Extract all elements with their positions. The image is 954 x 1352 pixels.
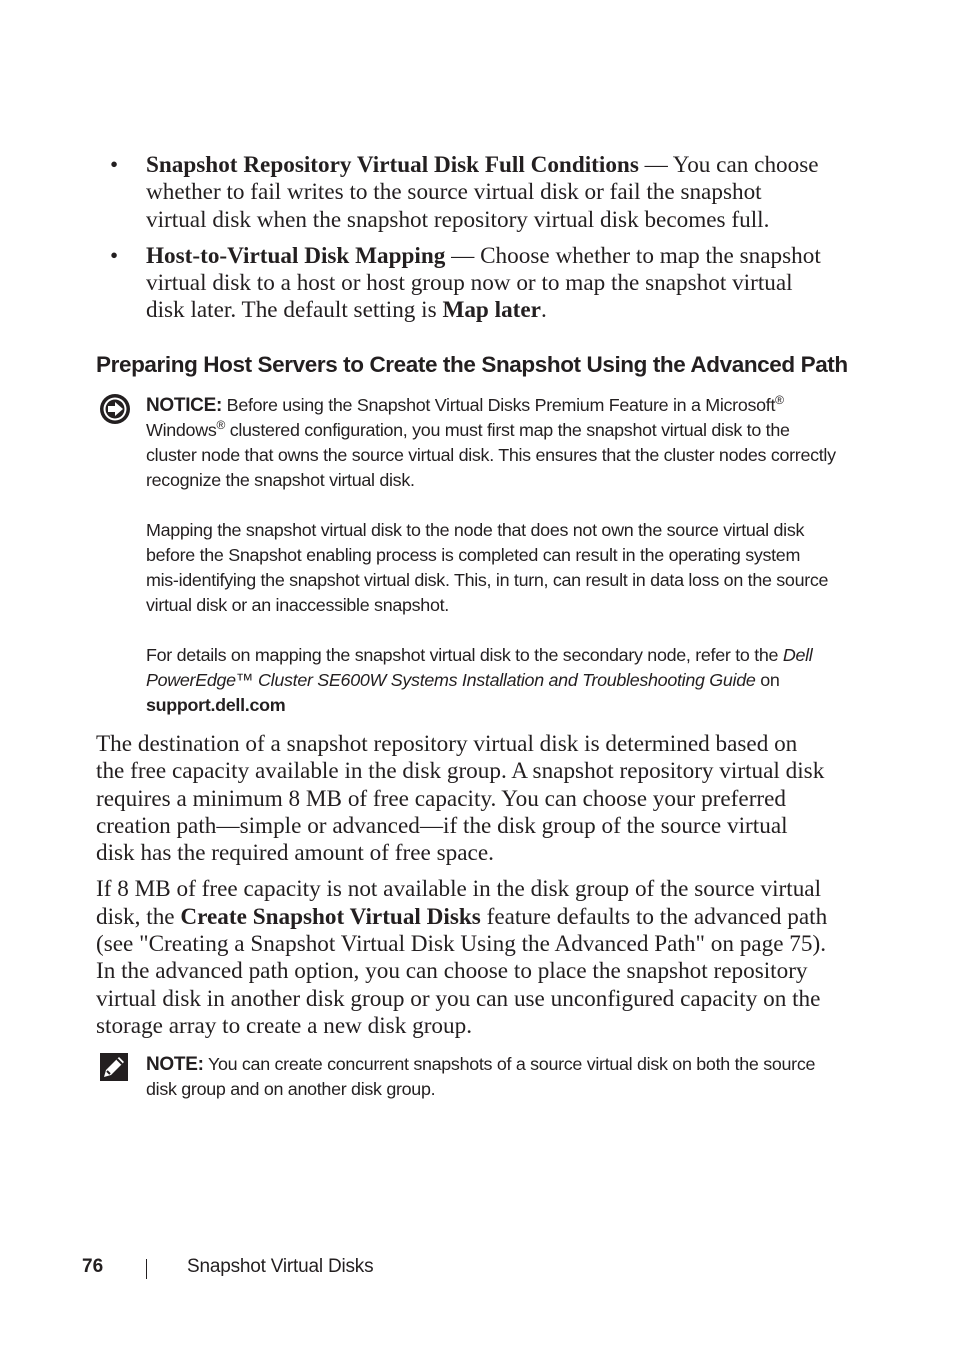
footer-divider xyxy=(146,1259,147,1279)
body-text xyxy=(96,731,831,1049)
notice-paragraph xyxy=(146,643,836,718)
bullet-marker: • xyxy=(110,242,119,269)
registered-mark: ® xyxy=(775,393,784,408)
notice-text-part: Windows xyxy=(146,420,217,440)
body-paragraph: The destination of a snapshot repository virtual disk is determined based on the free capacity available in the disk group. A snapshot repository virtual disk requires a minimum 8 MB of free capacity. You can choose your preferred creation path—simple or advanced—if the disk group of the source virtual disk has the required amount of free space. xyxy=(96,731,825,867)
notice-text-part: on xyxy=(755,670,780,690)
list-item xyxy=(96,243,826,325)
notice-paragraph xyxy=(146,393,836,493)
list-item xyxy=(96,152,826,234)
note-label: NOTE: xyxy=(146,1054,204,1075)
bullet-marker: • xyxy=(110,152,119,178)
bullet-text: — Choose whether to map the snapshot virtual disk to a host or host group now or to map the snapshot virtual disk later. The default setting is xyxy=(146,242,821,324)
bullet-text: — You can choose whether to fail writes to the source virtual disk or fail the snapshot virtual disk when the snapshot repository virtual disk becomes full. xyxy=(146,152,819,233)
note-text-part: You can create concurrent snapshots of a source virtual disk on both the source disk group and on another disk group. xyxy=(146,1054,816,1099)
note-pencil-icon xyxy=(99,1052,129,1082)
notice-text xyxy=(146,393,836,718)
section-heading: Preparing Host Servers to Create the Snapshot Using the Advanced Path xyxy=(96,352,848,377)
guide-title: Dell PowerEdge™ Cluster SE600W Systems Installation and Troubleshooting Guide xyxy=(146,645,813,690)
notice-text-part: For details on mapping the snapshot virtual disk to the secondary node, refer to the xyxy=(146,645,783,665)
bullet-term: Snapshot Repository Virtual Disk Full Conditions xyxy=(146,152,639,178)
registered-mark: ® xyxy=(216,418,226,433)
note-text xyxy=(146,1052,836,1102)
support-link: support.dell.com xyxy=(146,695,286,715)
footer-section-title: Snapshot Virtual Disks xyxy=(187,1256,374,1277)
feature-name: Create Snapshot Virtual Disks xyxy=(180,903,481,930)
default-setting: Map later xyxy=(442,297,541,324)
body-text-part: If 8 MB of free capacity is not available in the disk group of the source virtual disk, the xyxy=(96,876,822,930)
notice-paragraph: Mapping the snapshot virtual disk to the node that does not own the source virtual disk before the Snapshot enabling process is completed can result in the operating system mis-identifying the snapshot virtual disk. This, in turn, can result in data loss on the source virtual disk or an inaccessible snapshot. xyxy=(146,520,829,615)
notice-label: NOTICE: xyxy=(146,395,223,416)
note-paragraph xyxy=(146,1052,836,1102)
body-text-part: feature defaults to the advanced path (see "Creating a Snapshot Virtual Disk Using the Advanced Path" on page 75). In the advanced path option, you can choose to place the snapshot repository virtual disk in another disk group or you can use unconfigured capacity on the storage array to create a new disk group. xyxy=(96,903,828,1039)
bullet-term: Host-to-Virtual Disk Mapping xyxy=(146,242,446,269)
bullet-list xyxy=(96,152,826,334)
body-paragraph xyxy=(96,876,831,1040)
notice-arrow-icon xyxy=(99,393,131,425)
page-number: 76 xyxy=(82,1256,104,1277)
notice-text-part: clustered configuration, you must first map the snapshot virtual disk to the cluster node that owns the source virtual disk. This ensures that the cluster nodes correctly recognize the snapshot virtual disk. xyxy=(146,420,836,490)
bullet-text-end: . xyxy=(540,297,547,324)
notice-text-part: Before using the Snapshot Virtual Disks Premium Feature in a Microsoft xyxy=(222,395,776,415)
